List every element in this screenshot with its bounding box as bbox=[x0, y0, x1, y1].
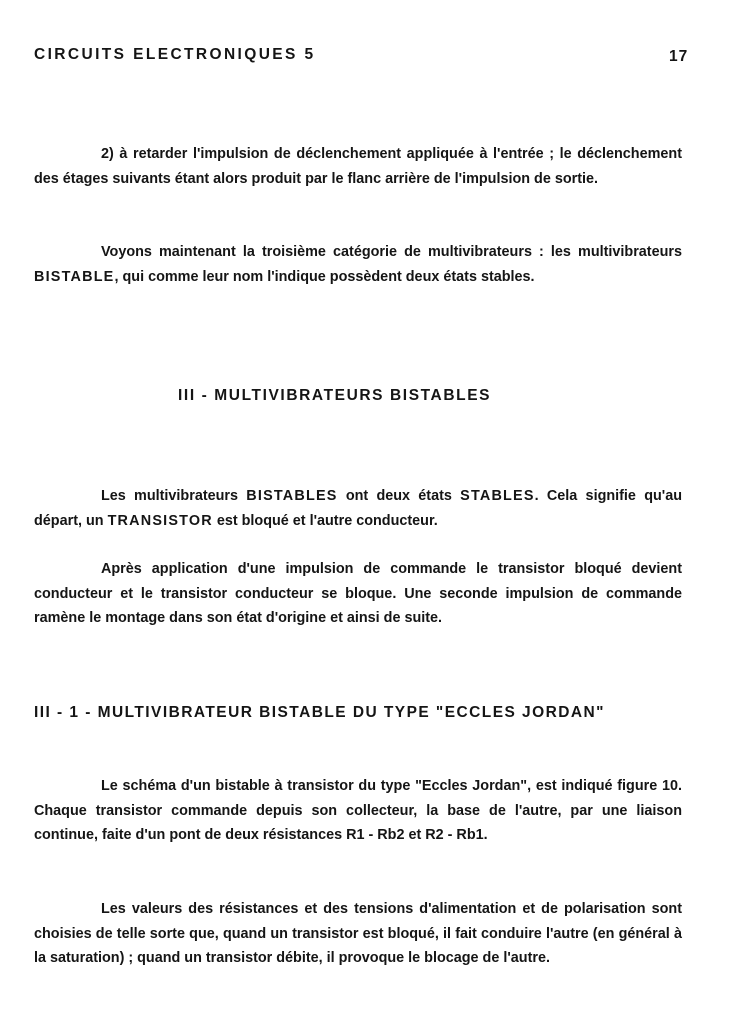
paragraph-troisieme-categorie bbox=[34, 240, 682, 289]
paragraph-impulsion-commande: Après application d'une impulsion de commande le transistor bloqué devient conducteur et le transistor conducteur se bloque. Une seconde impulsion de commande ramène le montage dans son état d'origine et ainsi de suite. bbox=[34, 561, 682, 626]
text-run: Voyons maintenant la troisième catégorie de multivibrateurs : les multivibrateurs bbox=[101, 244, 682, 260]
page-number: 17 bbox=[669, 48, 689, 65]
text-run: , qui comme leur nom l'indique possèdent deux états stables. bbox=[114, 268, 535, 285]
emphasis-bistable: BISTABLE bbox=[34, 268, 115, 285]
paragraph-retard-impulsion: 2) à retarder l'impulsion de déclenchement appliquée à l'entrée ; le déclenchement des étages suivants étant alors produit par le flanc arrière de l'impulsion de sortie. bbox=[34, 146, 682, 187]
text-run: . Cela signifie qu'au départ, un bbox=[34, 488, 682, 529]
emphasis-bistables: BISTABLES bbox=[246, 488, 338, 504]
emphasis-stables: STABLES bbox=[460, 488, 535, 504]
emphasis-transistor: TRANSISTOR bbox=[107, 512, 213, 529]
text-run: ont deux états bbox=[337, 488, 461, 504]
section-heading-multivibrateurs-bistables: III - MULTIVIBRATEURS BISTABLES bbox=[178, 387, 492, 404]
subsection-heading-eccles-jordan: III - 1 - MULTIVIBRATEUR BISTABLE DU TYPE "ECCLES JORDAN" bbox=[34, 704, 605, 721]
paragraph-schema-eccles-jordan: Le schéma d'un bistable à transistor du type "Eccles Jordan", est indiqué figure 10. Chaque transistor commande depuis son collecteur, la base de l'autre, par une liaison continue, faite d'un pont de deux résistances R1 - Rb2 et R2 - Rb1. bbox=[34, 778, 682, 843]
paragraph-deux-etats-stables bbox=[34, 484, 682, 533]
running-header-title: CIRCUITS ELECTRONIQUES 5 bbox=[34, 46, 316, 63]
text-run: Les multivibrateurs bbox=[101, 488, 247, 504]
paragraph-valeurs-resistances: Les valeurs des résistances et des tensions d'alimentation et de polarisation sont choisies de telle sorte que, quand un transistor est bloqué, il fait conduire l'autre (en général à la saturation) ; quand un transistor débite, il provoque le blocage de l'autre. bbox=[34, 901, 682, 966]
text-run: est bloqué et l'autre conducteur. bbox=[212, 512, 438, 529]
